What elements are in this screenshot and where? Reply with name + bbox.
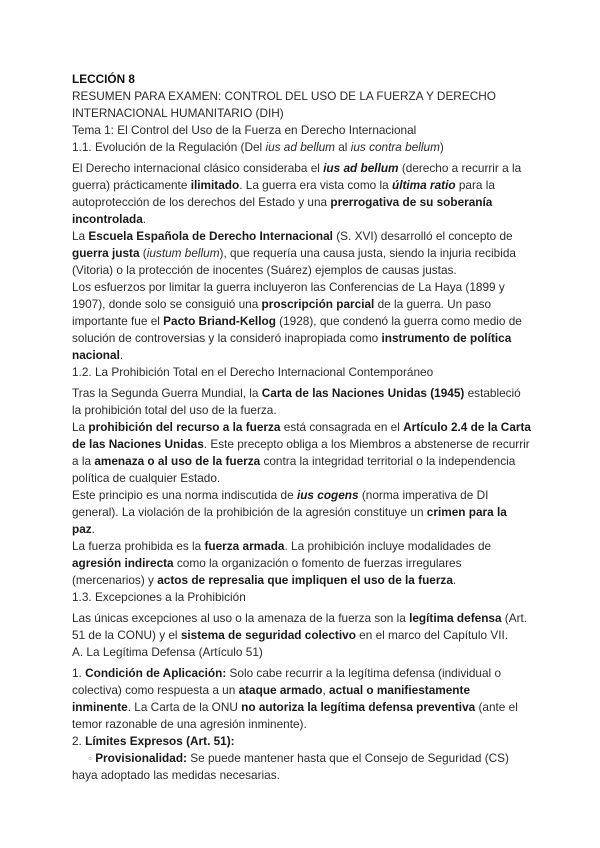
text-run: como la organización o fomento de fuerzas irregulares (mercenarios) y [72, 556, 462, 587]
text-run: Provisionalidad: [95, 751, 187, 765]
text-run: crimen para la paz [72, 505, 507, 536]
text-run: Los esfuerzos por limitar la guerra incluyeron las Conferencias de La Haya (1899 y 1907), donde solo se consiguió una [72, 280, 505, 311]
section-heading-1-2: 1.2. La Prohibición Total en el Derecho Internacional Contemporáneo [72, 365, 434, 379]
text-run: (S. XVI) desarrolló el concepto de [332, 229, 513, 243]
text-run: agresión indirecta [72, 556, 174, 570]
text-run: guerra justa [72, 246, 140, 260]
text-run: Se puede mantener hasta que el Consejo de Seguridad (CS) haya adoptado las medidas necesarias. [72, 751, 509, 782]
text-run: Solo cabe recurrir a la legítima defensa (individual o colectiva) como respuesta a un [72, 666, 502, 697]
text-run: contra la integridad territorial o la independencia política de cualquier Estado. [72, 454, 516, 485]
text-run: . [91, 522, 95, 536]
bullet-icon: ◦ [88, 751, 93, 765]
text-run: . La guerra era vista como la [239, 178, 392, 192]
text-run: Este principio es una norma indiscutida de [72, 488, 297, 502]
text-run: La [72, 229, 89, 243]
text-run: (1928), que condenó la guerra como medio de solución de controversias y la consideró inapropiada como [72, 314, 522, 345]
lesson-title: LECCIÓN 8 [72, 72, 135, 86]
text-run: La [72, 420, 89, 434]
text-run: de la guerra. Un paso importante fue el [72, 297, 492, 328]
text-run: ilimitado [190, 178, 240, 192]
text-run: ), que requería una causa justa, siendo la injuria recibida (Vitoria) o la protección de inocentes (Suárez) ejemplos de causas justas. [72, 246, 516, 277]
sub-list-item [72, 750, 532, 784]
text-run: Escuela Española de Derecho Internacional [88, 229, 333, 243]
text-run: ius cogens [296, 488, 359, 502]
text-run: última ratio [391, 178, 456, 192]
text-run: iustum bellum [146, 246, 220, 260]
text-run: . La prohibición incluye modalidades de [284, 539, 492, 553]
paragraph [72, 279, 532, 364]
text-run: Carta de las Naciones Unidas (1945) [261, 386, 465, 400]
list-item [72, 733, 532, 750]
text-run: prohibición del recurso a la fuerza [88, 420, 281, 434]
text-run: 1. [72, 666, 86, 680]
text-run: Pacto Briand-Kellog [163, 314, 276, 328]
topic-heading: Tema 1: El Control del Uso de la Fuerza en Derecho Internacional [72, 123, 417, 137]
text-run: actos de represalia que impliquen el uso de la fuerza [157, 573, 453, 587]
text-run: ( [139, 246, 147, 260]
section-heading-1-3: 1.3. Excepciones a la Prohibición [72, 590, 246, 604]
text-run: Las únicas excepciones al uso o la amenaza de la fuerza son la [72, 611, 410, 625]
text-run: , [322, 683, 330, 697]
text-run: Límites Expresos (Art. 51): [85, 734, 235, 748]
paragraph [72, 419, 532, 487]
text-run: prerrogativa de su soberanía incontrolada [72, 195, 493, 226]
text-run: actual o manifiestamente inminente [72, 683, 470, 714]
text-run: (Art. 51 de la CONU) y el [72, 611, 528, 642]
text-run: . [452, 573, 457, 587]
text-run: Tras la Segunda Guerra Mundial, la [72, 386, 262, 400]
text-run: no autoriza la legítima defensa preventiva [241, 700, 476, 714]
text-run: (norma imperativa de DI general). La violación de la prohibición de la agresión constituye un [72, 488, 489, 519]
text-run: legítima defensa [409, 611, 502, 625]
text-run: ataque armado [238, 683, 323, 697]
subsection-heading-a: A. La Legítima Defensa (Artículo 51) [72, 645, 263, 659]
text-run: Condición de Aplicación: [85, 666, 227, 680]
document-subtitle: RESUMEN PARA EXAMEN: CONTROL DEL USO DE LA FUERZA Y DERECHO INTERNACIONAL HUMANITARIO (DIH) [72, 89, 496, 120]
text-run: estableció la prohibición total del uso de la fuerza. [72, 386, 521, 417]
text-run: . Este precepto obliga a los Miembros a abstenerse de recurrir a la [72, 437, 530, 468]
paragraph [72, 160, 532, 228]
paragraph [72, 487, 532, 538]
text-run: Artículo 2.4 de la Carta de las Naciones Unidas [72, 420, 531, 451]
text-run: instrumento de política nacional [72, 331, 512, 362]
paragraph [72, 538, 532, 589]
text-run: está consagrada en el [280, 420, 404, 434]
document-page [72, 71, 532, 784]
text-run: . [142, 212, 147, 226]
text-run: fuerza armada [204, 539, 285, 553]
text-run: ius ad bellum [323, 161, 399, 175]
text-run: (derecho a recurrir a la guerra) prácticamente [72, 161, 522, 192]
section-heading-1-1: 1.1. Evolución de la Regulación (Del ius ad bellum al ius contra bellum) [72, 140, 444, 154]
paragraph [72, 610, 532, 644]
text-run: . [119, 348, 124, 362]
text-run: proscripción parcial [261, 297, 375, 311]
text-run: (ante el temor razonable de una agresión inminente). [72, 700, 518, 731]
paragraph [72, 228, 532, 279]
text-run: El Derecho internacional clásico consideraba el [72, 161, 324, 175]
text-run: sistema de seguridad colectivo [180, 628, 356, 642]
list-item [72, 665, 532, 733]
text-run: para la autoprotección de los derechos del Estado y una [72, 178, 495, 209]
text-run: amenaza o al uso de la fuerza [94, 454, 261, 468]
text-run: en el marco del Capítulo VII. [355, 628, 509, 642]
text-run: . La Carta de la ONU [127, 700, 242, 714]
text-run: 2. [72, 734, 86, 748]
sub-list-item-text [72, 751, 509, 782]
text-run: La fuerza prohibida es la [72, 539, 205, 553]
paragraph [72, 385, 532, 419]
